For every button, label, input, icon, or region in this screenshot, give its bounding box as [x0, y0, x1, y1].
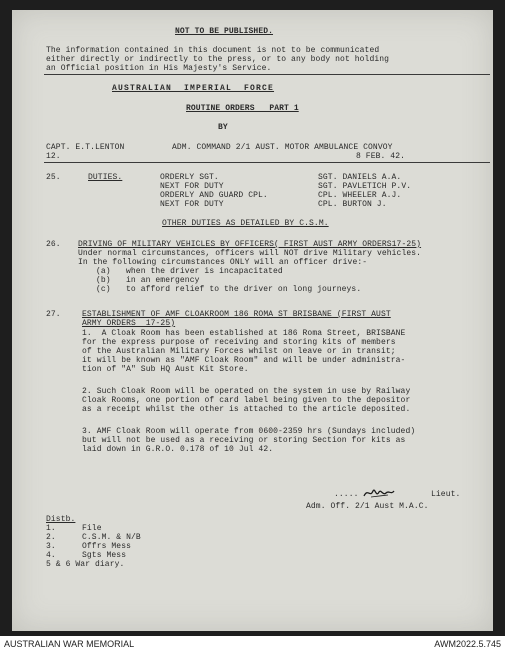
duty-row-2: NEXT FOR DUTY [160, 182, 224, 191]
header-rule [44, 74, 490, 75]
para-2-line-3: as a receipt whilst the other is attached to the article deposited. [82, 405, 411, 414]
para-1-line-4: it will be known as "AMF Cloak Room" and will be under administra- [82, 356, 406, 365]
para-3-line-3: laid down in G.R.O. 0.178 of 10 Jul 42. [82, 445, 274, 454]
issuer-command: ADM. COMMAND 2/1 AUST. MOTOR AMBULANCE CONVOY [172, 143, 393, 152]
item-25-heading: DUTIES. [88, 173, 123, 182]
item-27-number: 27. [46, 310, 61, 319]
restriction-heading: NOT TO BE PUBLISHED. [175, 27, 274, 36]
order-date: 8 FEB. 42. [356, 152, 406, 161]
order-number: 12. [46, 152, 61, 161]
distb-key-4: 4. [46, 551, 56, 560]
para-1-line-3: of the Australian Military Forces whilst on leave or in transit; [82, 347, 396, 356]
title-rule [44, 162, 490, 163]
item-27-heading-2: ARMY ORDERS 17-25) [82, 319, 176, 328]
item-27-heading-1: ESTABLISHMENT OF AMF CLOAKROOM 186 ROMA ST BRISBANE (FIRST AUST [82, 310, 391, 319]
para-1-line-2: for the express purpose of receiving and storing kits of members [82, 338, 396, 347]
distb-item-1: File [82, 524, 102, 533]
force-title: AUSTRALIAN IMPERIAL FORCE [112, 84, 275, 93]
distb-key-3: 3. [46, 542, 56, 551]
item-26-heading: DRIVING OF MILITARY VEHICLES BY OFFICERS( FIRST AUST ARMY ORDERS17-25) [78, 240, 422, 249]
archive-footer [0, 636, 505, 653]
para-2-line-1: 2. Such Cloak Room will be operated on the system in use by Railway [82, 387, 411, 396]
distb-key-2: 2. [46, 533, 56, 542]
item-25-number: 25. [46, 173, 61, 182]
item-26-line-2: In the following circumstances ONLY will an officer drive:- [78, 258, 368, 267]
case-c-text: to afford relief to the driver on long journeys. [126, 285, 362, 294]
item-26-number: 26. [46, 240, 61, 249]
item-26-line-1: Under normal circumstances, officers will NOT drive Military vehicles. [78, 249, 422, 258]
handwritten-signature [362, 486, 396, 500]
case-a-text: when the driver is incapacitated [126, 267, 283, 276]
duty-person-2: SGT. PAVLETICH P.V. [318, 182, 412, 191]
para-3-line-1: 3. AMF Cloak Room will operate from 0600-2359 hrs (Sundays included) [82, 427, 416, 436]
para-3-line-2: but will not be used as a receiving or storing Section for kits as [82, 436, 406, 445]
signature-rank: Lieut. [431, 490, 461, 499]
orders-title: ROUTINE ORDERS PART 1 [186, 104, 299, 113]
distribution-heading: Distb. [46, 515, 76, 524]
issuer-name: CAPT. E.T.LENTON [46, 143, 125, 152]
distb-item-2: C.S.M. & N/B [82, 533, 141, 542]
notice-line-2: either directly or indirectly to the press, or to any body not holding [46, 55, 390, 64]
para-1-line-1: 1. A Cloak Room has been established at 186 Roma Street, BRISBANE [82, 329, 406, 338]
case-c-key: (c) [96, 285, 111, 294]
other-duties-note: OTHER DUTIES AS DETAILED BY C.S.M. [162, 219, 329, 228]
by-label: BY [218, 123, 228, 132]
notice-line-3: an Official position in His Majesty's Service. [46, 64, 272, 73]
duty-row-3: ORDERLY AND GUARD CPL. [160, 191, 268, 200]
distb-item-5: 5 & 6 War diary. [46, 560, 125, 569]
signature-dots: ..... [334, 490, 359, 499]
duty-person-1: SGT. DANIELS A.A. [318, 173, 402, 182]
notice-line-1: The information contained in this document is not to be communicated [46, 46, 380, 55]
distb-item-3: Offrs Mess [82, 542, 132, 551]
distb-key-1: 1. [46, 524, 56, 533]
footer-accession: AWM2022.5.745 [434, 639, 501, 649]
case-b-text: in an emergency [126, 276, 200, 285]
para-2-line-2: Cloak Rooms, one portion of card label being given to the depositor [82, 396, 411, 405]
duty-row-4: NEXT FOR DUTY [160, 200, 224, 209]
duty-person-3: CPL. WHEELER A.J. [318, 191, 402, 200]
duty-person-4: CPL. BURTON J. [318, 200, 387, 209]
distb-item-4: Sgts Mess [82, 551, 127, 560]
signature-role: Adm. Off. 2/1 Aust M.A.C. [306, 502, 429, 511]
case-b-key: (b) [96, 276, 111, 285]
duty-row-1: ORDERLY SGT. [160, 173, 219, 182]
footer-source: AUSTRALIAN WAR MEMORIAL [4, 639, 135, 649]
para-1-line-5: tion of "A" Sub HQ Aust Kit Store. [82, 365, 249, 374]
case-a-key: (a) [96, 267, 111, 276]
